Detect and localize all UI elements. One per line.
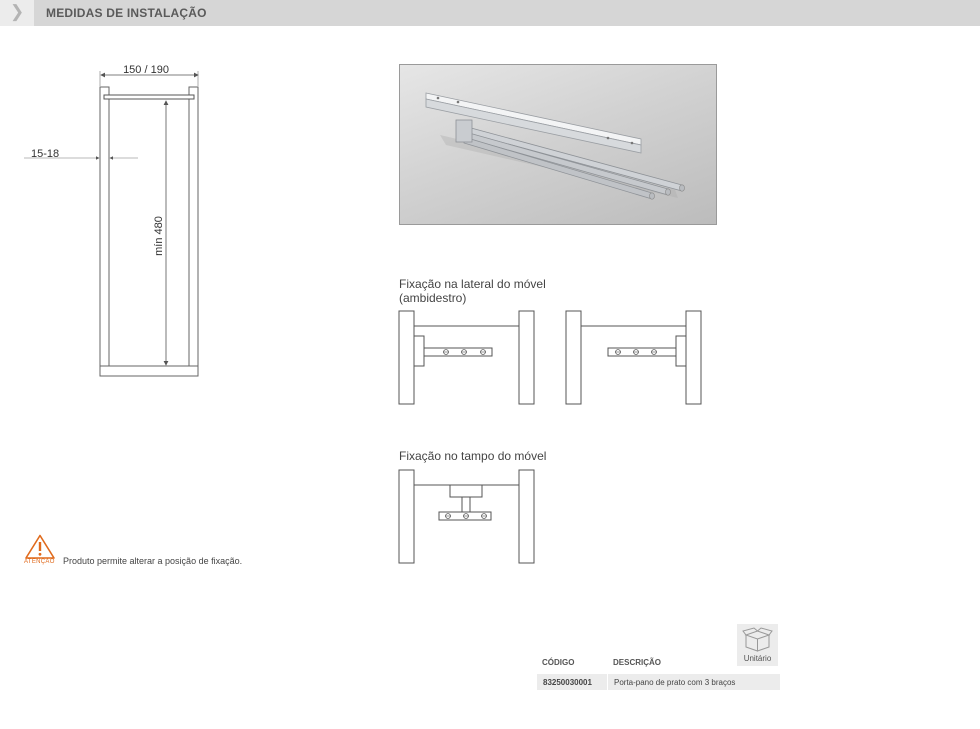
side-dimension-label: 15-18 — [31, 148, 60, 160]
warning-label: ATENÇÃO — [24, 559, 55, 565]
rail-bar — [104, 95, 194, 99]
product-description: Porta-pano de prato com 3 braços — [614, 678, 736, 687]
left-panel — [100, 87, 109, 375]
towel-rail-product-photo — [400, 65, 716, 224]
product-photo — [399, 64, 717, 225]
section-header — [0, 0, 980, 26]
column-separator — [607, 674, 608, 690]
lateral-fixing-caption-line1: Fixação na lateral do móvel — [399, 277, 546, 291]
section-title: MEDIDAS DE INSTALAÇÃO — [46, 6, 207, 20]
table-row — [537, 674, 780, 690]
lateral-fixing-right-diagram — [565, 310, 703, 406]
unit-box — [737, 624, 778, 666]
warning-triangle-icon — [24, 534, 56, 560]
code-column-header: CÓDIGO — [542, 658, 575, 667]
bottom-panel — [100, 366, 198, 376]
lateral-fixing-left-diagram — [398, 310, 536, 406]
lateral-fixing-caption — [399, 277, 546, 305]
top-fixing-diagram — [398, 469, 536, 565]
right-panel — [189, 87, 198, 375]
top-fixing-caption: Fixação no tampo do móvel — [399, 449, 547, 463]
warning-text: Produto permite alterar a posição de fixação. — [63, 556, 243, 566]
chevron-right-icon[interactable]: ❯ — [10, 2, 25, 21]
header-tab[interactable] — [0, 0, 34, 26]
installation-dimension-drawing — [0, 50, 260, 390]
width-dimension-label: 150 / 190 — [123, 64, 169, 76]
height-dimension-label: mín 480 — [153, 216, 165, 256]
description-column-header: DESCRIÇÃO — [613, 658, 662, 667]
product-code: 83250030001 — [543, 678, 592, 687]
lateral-fixing-caption-line2: (ambidestro) — [399, 291, 467, 305]
box-icon — [742, 627, 773, 653]
unit-label: Unitário — [743, 654, 772, 663]
